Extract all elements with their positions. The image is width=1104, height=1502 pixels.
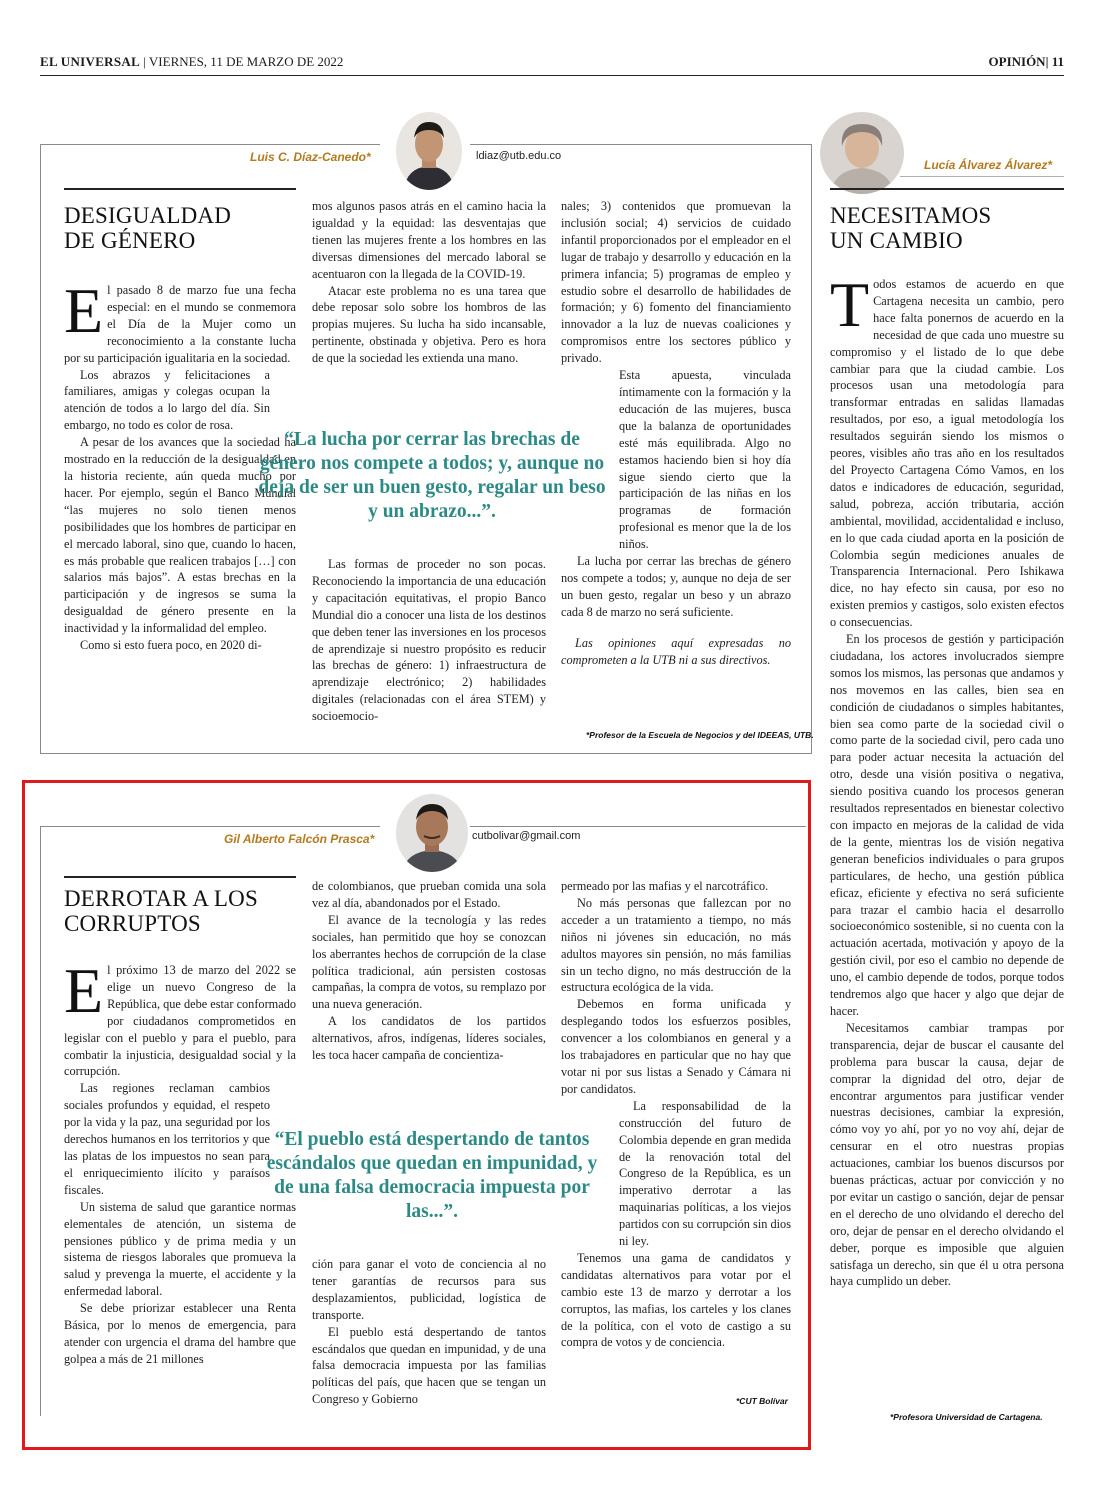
article2-p12: Debemos en forma unificada y desplegando todos los esfuerzos posibles, convencer a los colombianos en general y a los trabajadores en particular que no hay que votar ni por sus listas a Senado y Cámara ni por candidatos. [561, 997, 791, 1096]
article1-p2: Los abrazos y felicitaciones a familiares, amigas y colegas ocupan la atención de todos a lo largo del día. Sin embargo, no todo es color de rosa. [64, 367, 270, 433]
article1-paragraph [64, 275, 296, 367]
article2-dropcap: E [64, 955, 104, 1026]
article2-p8: ción para ganar el voto de conciencia al no tener garantías de recursos para sus desplazamientos, publicidad, logística de transporte. [312, 1257, 546, 1322]
header-left: EL UNIVERSAL | VIERNES, 11 DE MARZO DE 2022 [40, 54, 344, 69]
article2-p11: No más personas que fallezcan por no acceder a un tratamiento a tiempo, no más niños ni jóvenes sin educación, no más adultos mayores sin pensión, no más familias sin un techo digno, no más destrucción de la estructura ecológica de la vida. [561, 895, 791, 995]
article2-p2: Las regiones reclaman cambios sociales profundos y equidad, el respeto por la vida y la paz, una seguridad por los derechos humanos en los territorios y que las platas de los impuestos no sean para el enriquecimiento ilícito y paraísos fiscales. [64, 1081, 270, 1197]
article2-headline-line1: DERROTAR A LOS [64, 886, 258, 911]
article2-headline-line2: CORRUPTOS [64, 911, 201, 936]
article1-p6: Atacar este problema no es una tarea que debe reposar solo sobre los hombros de las propias mujeres. Su lucha ha sido incansable, pertinente, obstinada y objetiva. Pero es hora de que la sociedad les extienda una mano. [312, 283, 546, 366]
article3-p2: En los procesos de gestión y participación ciudadana, los actores involucrados siempre somos los mismos, las personas que andamos y nos movemos en las calles, bien sea en condición de ciudadanos o simples habitantes, bien sea como parte de la sociedad civil o como parte de la sociedad civil, pero cada uno para poder actuar necesita la actuación del otro, desde una visión positiva o negativa, siendo positiva cuando los procesos generan resultados representados en bienestar colectivo con impacto en mejoras de la calidad de vida de la gente, mientras los de visión negativa generan beneficios individuales o para grupos particulares, de hecho, una gestión pública eficaz, eficiente y efectiva no será suficiente para trazar el cambio hacia el desarrollo socioeconómico sostenible, si no cuenta con la actuación acertada, motivación y apoyo de la gestión civil, por eso el cambio no depende de uno, el cambio depende de todos, porque todos tendremos algo que hacer y algo que dejar de hacer. [830, 632, 1064, 1018]
article1-author: Luis C. Díaz-Canedo* [250, 150, 371, 164]
article1-column2-top [312, 198, 546, 367]
article2-p1: l próximo 13 de marzo del 2022 se elige un nuevo Congreso de la República, que debe estar conformado por ciudadanos comprometidos en legislar con el pueblo y para el pueblo, para combatir la injusticia, desigualdad social y la corrupción. [64, 963, 296, 1079]
article1-p8: nales; 3) contenidos que promuevan la inclusión social; 4) servicios de cuidado infantil proporcionados por el empleador en el lugar de trabajo y desarrollo y educación en la primera infancia; 5) programas de empleo y estudio sobre el desarrollo de habilidades de formación; y 6) fomento del financiamiento innovador a la luz de nuevas coaliciones y compromisos entre los sectores público y privado. [561, 199, 791, 366]
article1-p7: Las formas de proceder no son pocas. Reconociendo la importancia de una educación y capacitación equitativas, el propio Banco Mundial dio a conocer una lista de los destinos que deben tener las inversiones en los procesos de aprendizaje si nuestro propósito es reducir las brechas de género: 1) infraestructura de aprendizaje electrónico; 2) habilidades digitales (relacionadas con el área STEM) y socioemocio- [312, 557, 546, 724]
article2-author: Gil Alberto Falcón Prasca* [224, 832, 375, 846]
section-name: OPINIÓN [988, 54, 1046, 69]
article1-signature: *Profesor de la Escuela de Negocios y del IDEEAS, UTB. [586, 730, 814, 740]
article2-p10: permeado por las mafias y el narcotráfico. [561, 879, 769, 893]
article2-p9: El pueblo está despertando de tantos escándalos que quedan en impunidad, y de una falsa democracia impuesta por las familias políticas del país, que hacen que se tengan un Congreso y Gobierno [312, 1324, 546, 1407]
header-right: OPINIÓN| 11 [988, 54, 1064, 69]
article1-column3 [561, 198, 791, 668]
article1-p3: A pesar de los avances que la sociedad ha mostrado en la reducción de la desigualdad en la historia reciente, aún queda mucho por hacer. Por ejemplo, según el Banco Mundial “las mujeres no solo tienen menos posibilidades que los hombres de participar en el mercado laboral, sino que, cuando lo hacen, es más probable que realicen trabajos […] con salarios más bajos”. A estas brechas en la participación y de ingresos se suma la desigualdad de género presente en la inactividad y la informalidad del empleo. [64, 435, 296, 636]
article3-dropcap: T [830, 269, 870, 340]
article1-pullquote: “La lucha por cerrar las brechas de género nos compete a todos; y, aunque no deja de ser un buen gesto, regalar un beso y un abrazo...”. [258, 429, 606, 522]
article1-dropcap: E [64, 275, 104, 346]
selection-highlight-frame [22, 780, 811, 1450]
article3-p3: Necesitamos cambiar trampas por transparencia, dejar de buscar el causante del problema para buscar la causa, dejar de comprar la dignidad del otro, dejar de encontrar argumentos para justificar vender nuestras decisiones, cambiar la expresión, cómo voy yo ahí, por yo no voy ahí, dejar de censurar en el otro nuestras propias actuaciones, cambiar los buenos discursos por buenas prácticas, actuar por convicción y no por evitar un castigo o sanción, dejar de pensar en el derecho de uno olvidando el derecho del oro, dejar de pensar en el derecho olvidando el deber, porque es imposible que alguien satisfaga un derecho, sin que él u otra persona haya cumplido un deber. [830, 1020, 1064, 1289]
article1-author-photo [396, 112, 462, 190]
article3-paragraph [830, 269, 1064, 631]
article2-signature: *CUT Bolívar [736, 1396, 788, 1406]
article1-headline [64, 203, 296, 253]
article1-column2-bottom [312, 556, 546, 725]
article3-byline-rule [900, 176, 1064, 177]
page-header [40, 48, 1064, 76]
article1-headline-rule [64, 188, 296, 190]
article2-email: cutbolivar@gmail.com [472, 830, 581, 842]
article3-author-photo [820, 112, 904, 194]
article3-headline-line1: NECESITAMOS [830, 203, 992, 228]
article2-p6: El avance de la tecnología y las redes sociales, han permitido que hoy se conozcan los aberrantes hechos de corrupción de la clase política tradicional, aún persisten costosas campañas, la compra de votos, su remplazo por una nueva generación. [312, 912, 546, 1012]
paper-name: EL UNIVERSAL [40, 54, 141, 69]
article1-p10: La lucha por cerrar las brechas de género nos compete a todos; y, aunque no deja de ser un buen gesto, regalar un beso y un abrazo cada 8 de marzo no será suficiente. [561, 554, 791, 619]
article3-headline-line2: UN CAMBIO [830, 228, 963, 253]
article2-p14: Tenemos una gama de candidatos y candidatas alternativos para votar por el cambio este 13 de marzo y derrotar a los corruptos, las mafias, los carteles y los clanes de la política, con el voto de castigo a su compra de votos y de conciencia. [561, 1250, 791, 1350]
article1-p5: mos algunos pasos atrás en el camino hacia la igualdad y la equidad: las desventajas que tienen las mujeres frente a los hombres en las diversas dimensiones del mercado laboral se acentuaron con la llegada de la COVID-19. [312, 199, 546, 281]
article2-pullquote: “El pueblo está despertando de tantos escándalos que quedan en impunidad, y de una falsa democracia impuesta por las...”. [266, 1129, 598, 1222]
page-number: 11 [1051, 54, 1064, 69]
article1-p9: Esta apuesta, vinculada íntimamente con la formación y la educación de las mujeres, busca que la balanza de oportunidades esté más equilibrada. Algo no estamos haciendo bien si hoy día sigue siendo cierto que la participación de las niñas en los programas de formación profesional es menor que la de los niños. [619, 368, 791, 552]
article2-p13: La responsabilidad de la construcción del futuro de Colombia depende en gran medida de la renovación total del Congreso de la República, es un imperativo derrotar a las maquinarias políticas, a los viejos partidos con su corrupción sin dios ni ley. [619, 1098, 791, 1249]
article3-p1: odos estamos de acuerdo en que Cartagena necesita un cambio, pero hace falta ponernos de acuerdo en la necesidad de que cada uno muestre su compromiso y el listado de lo que debe cambiar para que la ciudad cambie. Los procesos usan una metodología para transformar entradas en salidas llamadas resultados, por eso, a igual metodología los resultados seguirán siendo los mismos o peores, visibles año tras año en los resultados del Proyecto Cartagena Cómo Vamos, en los datos e indicadores de educación, seguridad, salud, pobreza, acción tributaria, acción ambiental, movilidad, accidentalidad e incluso, en lo que cada ciudad aporta en la posición de Colombia según mediciones anuales de Transparencia Internacional. Pero Ishikawa dice, no hay efecto sin causa, por eso no existen premios y castigos, solo existen efectos o consecuencias. [830, 277, 1064, 630]
article2-p4: Se debe priorizar establecer una Renta Básica, por lo menos de emergencia, para atender con urgencia el drama del hambre que golpea a más de 21 millones [64, 1301, 296, 1366]
article1-headline-line1: DESIGUALDAD [64, 203, 232, 228]
article1-p1: l pasado 8 de marzo fue una fecha especial: en el mundo se conmemora el Día de la Mujer como un reconocimiento a la constante lucha por su participación igualitaria en la sociedad. [64, 283, 296, 365]
article3-headline [830, 203, 1064, 253]
issue-date: VIERNES, 11 DE MARZO DE 2022 [148, 54, 344, 69]
article1-disclaimer: Las opiniones aquí expresadas no comprometen a la UTB ni a sus directivos. [561, 635, 791, 667]
article1-headline-line2: DE GÉNERO [64, 228, 196, 253]
article2-p5: de colombianos, que prueban comida una sola vez al día, abandonados por el Estado. [312, 879, 546, 910]
article1-p4: Como si esto fuera poco, en 2020 di- [80, 638, 262, 653]
article3-column [830, 269, 1064, 1290]
article1-email: ldiaz@utb.edu.co [476, 150, 562, 162]
article2-p3: Un sistema de salud que garantice normas elementales de atención, un sistema de pensiones público y de prima media y un sistema de riesgos laborales que promueva la salud y prevenga la muerte, el accidente y la enfermedad laboral. [64, 1199, 296, 1299]
article3-author: Lucía Álvarez Álvarez* [924, 158, 1053, 172]
article2-p7: A los candidatos de los partidos alternativos, afros, indígenas, líderes sociales, les toca hacer campaña de concientiza- [312, 1014, 546, 1063]
article3-headline-rule [830, 188, 1064, 190]
article3-signature: *Profesora Universidad de Cartagena. [890, 1412, 1043, 1422]
